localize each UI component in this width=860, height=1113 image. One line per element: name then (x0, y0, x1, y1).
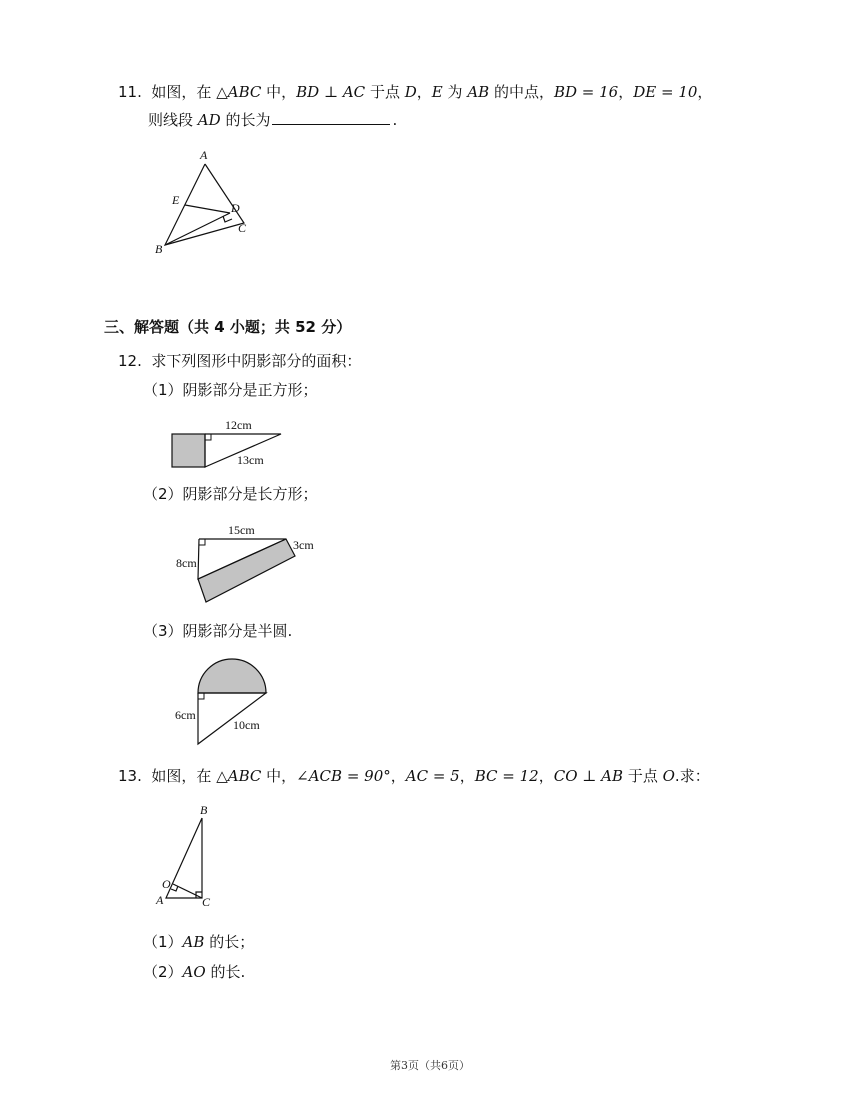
q11-right-angle-mark (223, 216, 232, 222)
q13-label-c: C (202, 895, 211, 909)
right-angle-mark (198, 693, 204, 699)
q11-perp: BD ⊥ AC (296, 83, 366, 101)
q13-text: ， (459, 767, 475, 785)
q11-eq-de: DE = 10 (633, 83, 698, 101)
right-angle-mark (199, 539, 205, 545)
q12-figure-1 (165, 415, 295, 475)
q11-text: 的长为 (225, 111, 271, 129)
q12-part3: （3）阴影部分是半圆. (143, 622, 293, 640)
q11-segment-de (185, 205, 230, 213)
q13-perp: CO ⊥ AB (553, 767, 624, 785)
shaded-square (172, 434, 205, 467)
q11-text: 中， (266, 83, 297, 101)
q11-text: . (392, 111, 398, 129)
fig3-label-side: 6cm (175, 708, 196, 722)
q11-text: ， (697, 83, 713, 101)
q11-label-d: D (231, 201, 240, 215)
q13-label-b: B (200, 803, 208, 817)
q11-number: 11. (118, 83, 142, 101)
fig2-label-top: 15cm (228, 523, 255, 537)
q11-text: 于点 (369, 83, 400, 101)
q11-text: 的中点， (493, 83, 554, 101)
q11-label-a: A (200, 148, 208, 162)
page-footer: 第3页（共6页） (390, 1059, 470, 1072)
q13-text: ， (390, 767, 406, 785)
q11-answer-blank[interactable] (272, 110, 390, 125)
fig1-label-hyp: 13cm (237, 453, 264, 467)
q13-label-a: A (156, 893, 164, 907)
q13-seg-ab: AB (182, 933, 205, 951)
shaded-semicircle (198, 659, 266, 693)
q13-seg-ao: AO (182, 963, 206, 981)
q13-text: 中， (266, 767, 297, 785)
q11-text: 则线段 (148, 111, 194, 129)
q11-point-e: E (431, 83, 443, 101)
q12-figure-2 (172, 520, 332, 610)
q11-label-c: C (238, 221, 247, 235)
q11-text: 为 (447, 83, 463, 101)
q11-triangle: △ABC (216, 83, 262, 101)
q13-sub1 (143, 932, 254, 952)
q11-seg-ab: AB (467, 83, 490, 101)
q13-sub2 (143, 962, 245, 982)
right-angle-mark (205, 434, 211, 440)
q13-sub1-index: （1） (143, 933, 183, 951)
q13-line1 (118, 766, 710, 786)
q11-text: ， (618, 83, 634, 101)
q13-text: 如图，在 (151, 767, 212, 785)
shaded-rectangle (198, 539, 295, 602)
q11-label-b: B (155, 242, 163, 256)
fig2-label-width: 3cm (293, 538, 314, 552)
q12-part1: （1）阴影部分是正方形； (143, 381, 318, 399)
q11-text: ， (416, 83, 432, 101)
q12-number: 12. (118, 352, 142, 370)
q11-line1 (118, 82, 712, 102)
q13-label-o: O (162, 877, 171, 891)
q13-sub2-index: （2） (143, 963, 183, 981)
q13-triangle: △ABC (216, 767, 262, 785)
q11-text: 如图，在 (151, 83, 212, 101)
q13-text: 于点 (627, 767, 658, 785)
fig1-label-top: 12cm (225, 418, 252, 432)
q12-figure-3 (172, 655, 292, 750)
q13-point-o: O (662, 767, 675, 785)
q11-seg-ad: AD (197, 111, 221, 129)
q11-figure (150, 145, 260, 260)
q13-number: 13. (118, 767, 142, 785)
q13-eq-bc: BC = 12 (474, 767, 539, 785)
q13-angle: ∠ACB = 90° (296, 767, 391, 785)
q12-part2: （2）阴影部分是长方形； (143, 485, 318, 503)
section-title: 三、解答题（共 4 小题；共 52 分） (104, 318, 352, 336)
q13-text: 的长. (210, 963, 246, 981)
fig2-label-side: 8cm (176, 556, 197, 570)
q12-text: 求下列图形中阴影部分的面积： (151, 352, 362, 370)
q11-eq-bd: BD = 16 (553, 83, 619, 101)
fig3-label-hyp: 10cm (233, 718, 260, 732)
q13-text: .求： (674, 767, 710, 785)
q11-line2 (148, 110, 397, 130)
q11-point-d: D (404, 83, 417, 101)
q13-text: 的长； (209, 933, 255, 951)
q13-figure (150, 800, 230, 915)
q12-stem (118, 351, 361, 371)
q13-right-angle-o (171, 886, 178, 891)
q13-triangle-abc (166, 818, 202, 898)
q11-label-e: E (172, 193, 180, 207)
q13-text: ， (538, 767, 554, 785)
q13-eq-ac: AC = 5 (405, 767, 460, 785)
